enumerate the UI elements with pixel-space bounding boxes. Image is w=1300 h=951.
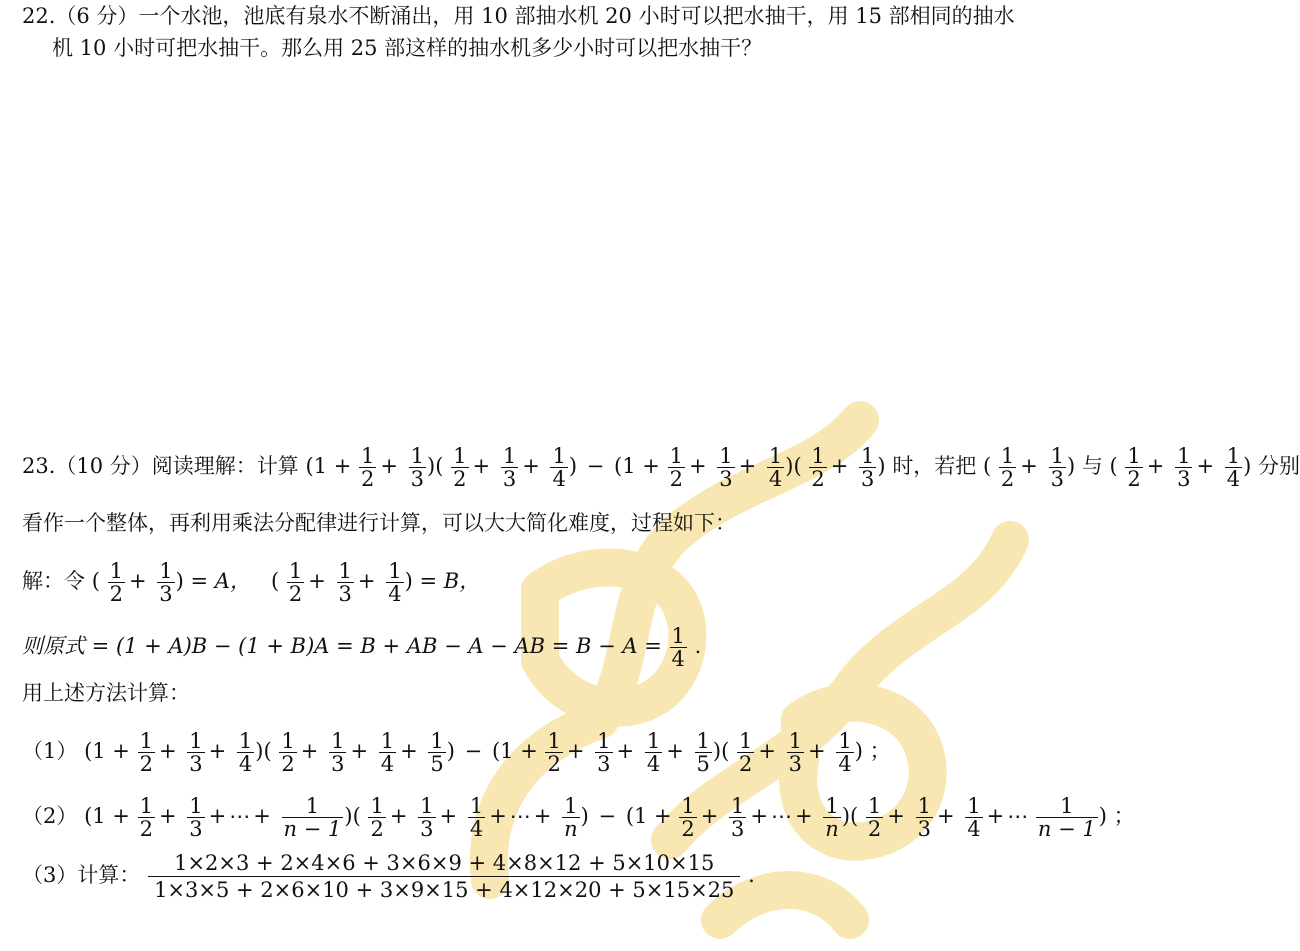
open-one-plus: (1 + — [305, 454, 352, 478]
math-glyph: ) — [1066, 454, 1076, 478]
math-glyph: 1 — [502, 444, 517, 468]
math-glyph: ⋯ — [1007, 804, 1029, 828]
math-glyph: 3 — [189, 752, 203, 776]
math-glyph: + — [489, 804, 507, 828]
q23-method: 用上述方法计算： — [22, 681, 190, 705]
math-glyph: 1 — [823, 795, 841, 818]
math-glyph: + — [439, 804, 458, 828]
math-glyph: 5 — [430, 752, 444, 776]
math-glyph: 1 — [552, 444, 566, 468]
big-fraction — [148, 850, 740, 903]
math-glyph: ) — [427, 454, 436, 478]
q23-intro-suffix: 分别 — [1258, 454, 1300, 478]
big-fraction-numerator: 1×2×3 + 2×4×6 + 3×6×9 + 4×8×12 + 5×10×15 — [148, 850, 740, 877]
math-glyph: + — [700, 804, 719, 828]
q23-intro-and: 与 — [1081, 454, 1103, 478]
solution-eq-b: = B， — [419, 569, 481, 593]
math-glyph: 4 — [838, 752, 852, 776]
math-glyph: 1 — [159, 559, 173, 583]
fraction — [866, 795, 883, 840]
math-glyph: ( — [1109, 454, 1118, 478]
math-glyph: + — [830, 454, 849, 478]
fraction — [386, 560, 403, 605]
math-glyph: ⋯ — [229, 804, 251, 828]
q22-line-2: 机 10 小时可把水抽干。那么用 25 部这样的抽水机多少小时可以把水抽干？ — [52, 36, 763, 60]
math-glyph: 1 — [338, 559, 352, 583]
math-glyph: ) — [1098, 804, 1107, 828]
math-glyph: 1 — [768, 444, 783, 468]
math-glyph: 1 — [867, 794, 882, 818]
math-glyph: + — [1196, 454, 1215, 478]
group-b-expression — [1109, 444, 1259, 491]
math-glyph: 2 — [109, 582, 123, 606]
fraction — [138, 795, 155, 840]
math-glyph: ) — [404, 569, 413, 593]
math-glyph: + — [616, 739, 635, 763]
math-glyph: 1 — [788, 729, 803, 753]
result-expression: 则原式 = (1 + A)B − (1 + B)A = B + AB − A − AB = B − A = — [22, 634, 662, 658]
math-glyph: ) — [580, 804, 589, 828]
math-glyph: 2 — [281, 752, 295, 776]
math-glyph: 4 — [469, 817, 484, 841]
math-glyph: 2 — [288, 582, 303, 606]
frac-1-2 — [668, 445, 685, 490]
math-glyph: 1 — [838, 729, 852, 753]
math-glyph: 1 — [410, 444, 425, 468]
fraction — [468, 795, 485, 840]
math-glyph: 2 — [370, 817, 384, 841]
math-glyph: + — [253, 804, 271, 828]
fraction — [187, 730, 204, 775]
math-glyph: 1 — [1000, 444, 1015, 468]
math-glyph: 1 — [420, 794, 434, 818]
math-glyph: 1 — [731, 794, 745, 818]
frac-1-3 — [501, 445, 518, 490]
part-1-label: （1） — [22, 739, 78, 763]
math-glyph: 3 — [861, 467, 875, 491]
math-glyph: 3 — [731, 817, 745, 841]
math-glyph: 2 — [547, 752, 561, 776]
math-glyph: + — [400, 739, 418, 763]
fraction — [999, 445, 1016, 490]
fraction — [287, 560, 304, 605]
solution-eq-a: = A， — [190, 569, 251, 593]
math-glyph: + — [758, 739, 776, 763]
math-glyph: 4 — [646, 752, 661, 776]
math-glyph: ( — [721, 739, 730, 763]
math-glyph: 4 — [380, 752, 395, 776]
math-glyph: (1 + — [491, 739, 538, 763]
fraction — [1125, 445, 1142, 490]
math-glyph: + — [936, 804, 955, 828]
fraction — [428, 730, 445, 775]
math-glyph: ) — [712, 739, 722, 763]
math-glyph: ( — [91, 569, 100, 593]
part-2-label: （2） — [22, 804, 78, 828]
fraction — [1225, 445, 1242, 490]
math-glyph: 1 — [917, 794, 931, 818]
fraction — [1036, 795, 1098, 840]
math-glyph: 1 — [646, 729, 661, 753]
math-glyph: + — [472, 454, 491, 478]
math-glyph: 2 — [1127, 467, 1141, 491]
math-glyph: 1 — [671, 624, 685, 648]
fraction — [916, 795, 933, 840]
fraction — [337, 560, 354, 605]
fraction — [279, 730, 296, 775]
math-glyph: 1 — [388, 559, 402, 583]
math-glyph: − — [464, 739, 483, 763]
math-glyph: + — [533, 804, 552, 828]
fraction — [595, 730, 612, 775]
math-glyph: 1 — [811, 444, 825, 468]
fraction — [187, 795, 204, 840]
math-glyph: 1 — [681, 794, 695, 818]
math-glyph: + — [566, 739, 585, 763]
math-glyph: + — [308, 569, 326, 593]
math-glyph: (1 + — [84, 739, 130, 763]
math-glyph: + — [688, 454, 707, 478]
frac-1-3 — [717, 445, 734, 490]
math-glyph: 1 — [597, 729, 611, 753]
math-glyph: 4 — [388, 582, 402, 606]
fraction — [138, 730, 155, 775]
q23-intro — [22, 445, 1300, 490]
math-glyph: 1 — [238, 729, 253, 753]
math-glyph: 3 — [788, 752, 803, 776]
fraction — [823, 795, 841, 840]
math-glyph: 1 — [361, 444, 375, 468]
math-glyph: 3 — [1177, 467, 1191, 491]
math-glyph: + — [794, 804, 813, 828]
math-glyph: ) — [785, 454, 794, 478]
frac-1-2 — [809, 445, 826, 490]
math-glyph: 1 — [282, 795, 344, 818]
math-glyph: 3 — [420, 817, 434, 841]
result-period: . — [694, 634, 702, 658]
fraction — [418, 795, 435, 840]
math-glyph: 1 — [281, 729, 295, 753]
math-glyph: 1 — [738, 729, 753, 753]
math-glyph: 1 — [1127, 444, 1141, 468]
math-glyph: ) — [841, 804, 851, 828]
math-glyph: + — [350, 739, 369, 763]
math-glyph: ) — [344, 804, 353, 828]
q23-intro-prefix: 23.（10 分）阅读理解：计算 — [22, 454, 299, 478]
math-glyph: ( — [983, 454, 992, 478]
math-glyph: + — [208, 739, 227, 763]
big-fraction-denominator: 1×3×5 + 2×6×10 + 3×9×15 + 4×12×20 + 5×15×25 — [154, 878, 735, 902]
frac-1-3 — [409, 445, 426, 490]
math-glyph: 3 — [1050, 467, 1064, 491]
math-glyph: 1 — [669, 444, 683, 468]
math-glyph: 4 — [238, 752, 253, 776]
math-glyph: (1 + — [84, 804, 130, 828]
math-glyph: 2 — [669, 467, 683, 491]
fraction — [695, 730, 712, 775]
math-glyph: 1 — [189, 794, 203, 818]
q23-result — [22, 625, 701, 670]
math-glyph: 3 — [331, 752, 345, 776]
math-glyph: 1 — [547, 729, 561, 753]
math-glyph: + — [1020, 454, 1038, 478]
math-glyph: 1 — [430, 729, 444, 753]
math-glyph: 2 — [867, 817, 882, 841]
math-glyph: 1 — [719, 444, 733, 468]
math-glyph: ( — [435, 454, 444, 478]
math-glyph: + — [738, 454, 757, 478]
frac-1-2 — [451, 445, 468, 490]
math-glyph: 1 — [967, 794, 981, 818]
math-glyph: + — [522, 454, 540, 478]
fraction — [237, 730, 254, 775]
fraction — [562, 795, 580, 840]
math-glyph: 3 — [917, 817, 931, 841]
math-glyph: 1 — [1226, 444, 1241, 468]
math-glyph: n − 1 — [283, 817, 342, 841]
math-glyph: + — [208, 804, 227, 828]
part-1-end: ； — [869, 739, 891, 763]
fraction — [108, 560, 125, 605]
math-glyph: ) — [854, 739, 863, 763]
frac-1-3 — [859, 445, 876, 490]
math-glyph: ) — [1243, 454, 1252, 478]
frac-1-4 — [767, 445, 784, 490]
fraction — [1175, 445, 1192, 490]
math-glyph: 1 — [469, 794, 484, 818]
math-glyph: 1 — [562, 795, 580, 818]
part-2-end: ； — [1113, 804, 1135, 828]
math-glyph: 1 — [139, 794, 153, 818]
math-glyph: + — [300, 739, 319, 763]
group-a-expression — [983, 444, 1082, 491]
math-glyph: 5 — [696, 752, 710, 776]
fraction — [282, 795, 344, 840]
q23-part-2 — [22, 795, 1135, 840]
math-glyph: 3 — [719, 467, 733, 491]
math-glyph: 1 — [331, 729, 345, 753]
math-glyph: ( — [270, 569, 280, 593]
math-glyph: 2 — [139, 752, 153, 776]
math-glyph: 2 — [811, 467, 825, 491]
math-glyph: 1 — [370, 794, 384, 818]
fraction — [329, 730, 346, 775]
math-glyph: 1 — [453, 444, 467, 468]
math-glyph: 1 — [861, 444, 875, 468]
fraction — [787, 730, 804, 775]
math-glyph: 1 — [1036, 795, 1098, 818]
math-glyph: 1 — [1177, 444, 1191, 468]
frac-1-4 — [550, 445, 567, 490]
math-glyph: 3 — [338, 582, 352, 606]
q22-line-1: 22.（6 分）一个水池，池底有泉水不断涌出，用 10 部抽水机 20 小时可以把水抽干，用 15 部相同的抽水 — [22, 4, 1015, 28]
q23-intro-mid: 时，若把 — [892, 454, 977, 478]
math-glyph: 3 — [159, 582, 173, 606]
fraction — [157, 560, 174, 605]
math-glyph: ( — [850, 804, 859, 828]
math-glyph: − — [598, 804, 617, 828]
math-glyph: 3 — [502, 467, 517, 491]
intro-expression — [305, 444, 892, 491]
math-glyph: + — [128, 569, 147, 593]
math-glyph: + — [986, 804, 1005, 828]
fraction — [737, 730, 754, 775]
part-3-end: . — [748, 863, 755, 887]
frac-1-2 — [359, 445, 376, 490]
math-glyph: 2 — [453, 467, 467, 491]
q23-line-2: 看作一个整体，再利用乘法分配律进行计算，可以大大简化难度，过程如下： — [22, 511, 736, 535]
math-glyph: ) — [446, 739, 455, 763]
math-glyph: 2 — [361, 467, 375, 491]
q23-part-3 — [22, 850, 755, 903]
math-glyph: (1 + — [614, 454, 660, 478]
math-glyph: 1 — [1050, 444, 1064, 468]
math-glyph: ) — [175, 569, 184, 593]
math-glyph: 4 — [1226, 467, 1241, 491]
math-glyph: 2 — [139, 817, 153, 841]
math-glyph: n — [825, 817, 839, 841]
math-glyph: 2 — [681, 817, 695, 841]
math-glyph: ( — [263, 739, 272, 763]
math-glyph: + — [750, 804, 768, 828]
fraction — [965, 795, 982, 840]
solution-prefix: 解：令 — [22, 569, 85, 593]
math-glyph: 4 — [967, 817, 981, 841]
q23-part-1 — [22, 730, 891, 775]
math-glyph: 1 — [109, 559, 123, 583]
part-3-label: （3）计算： — [22, 863, 141, 887]
math-glyph: 1 — [696, 729, 710, 753]
math-glyph: 4 — [768, 467, 783, 491]
fraction — [545, 730, 562, 775]
frac-1-4 — [670, 625, 687, 670]
math-glyph: n − 1 — [1037, 817, 1096, 841]
fraction — [1049, 445, 1066, 490]
math-glyph: + — [158, 739, 177, 763]
math-glyph: 1 — [380, 729, 395, 753]
fraction — [836, 730, 853, 775]
math-glyph: 2 — [738, 752, 753, 776]
math-glyph: 1 — [139, 729, 153, 753]
fraction — [379, 730, 396, 775]
math-glyph: + — [357, 569, 376, 593]
math-glyph: (1 + — [625, 804, 672, 828]
math-glyph: + — [389, 804, 408, 828]
math-glyph: n — [564, 817, 578, 841]
fraction — [368, 795, 385, 840]
math-glyph: 3 — [410, 467, 425, 491]
math-glyph: − — [586, 454, 605, 478]
math-glyph: ( — [793, 454, 802, 478]
math-glyph: + — [887, 804, 905, 828]
math-glyph: 1 — [288, 559, 303, 583]
math-glyph: + — [380, 454, 398, 478]
math-glyph: ) — [568, 454, 578, 478]
math-glyph: ( — [352, 804, 361, 828]
math-glyph: 3 — [189, 817, 203, 841]
math-glyph: 3 — [597, 752, 611, 776]
math-glyph: ⋯ — [509, 804, 531, 828]
math-glyph: ) — [255, 739, 264, 763]
math-glyph: 2 — [1000, 467, 1015, 491]
math-glyph: 1 — [189, 729, 203, 753]
math-glyph: ⋯ — [770, 804, 792, 828]
math-glyph: + — [1146, 454, 1165, 478]
math-glyph: 4 — [552, 467, 566, 491]
q23-solution — [22, 560, 480, 605]
math-glyph: + — [808, 739, 826, 763]
math-glyph: 4 — [671, 647, 685, 671]
math-glyph: ) — [877, 454, 886, 478]
fraction — [645, 730, 662, 775]
math-glyph: + — [158, 804, 177, 828]
math-glyph: + — [666, 739, 684, 763]
fraction — [729, 795, 746, 840]
fraction — [679, 795, 696, 840]
